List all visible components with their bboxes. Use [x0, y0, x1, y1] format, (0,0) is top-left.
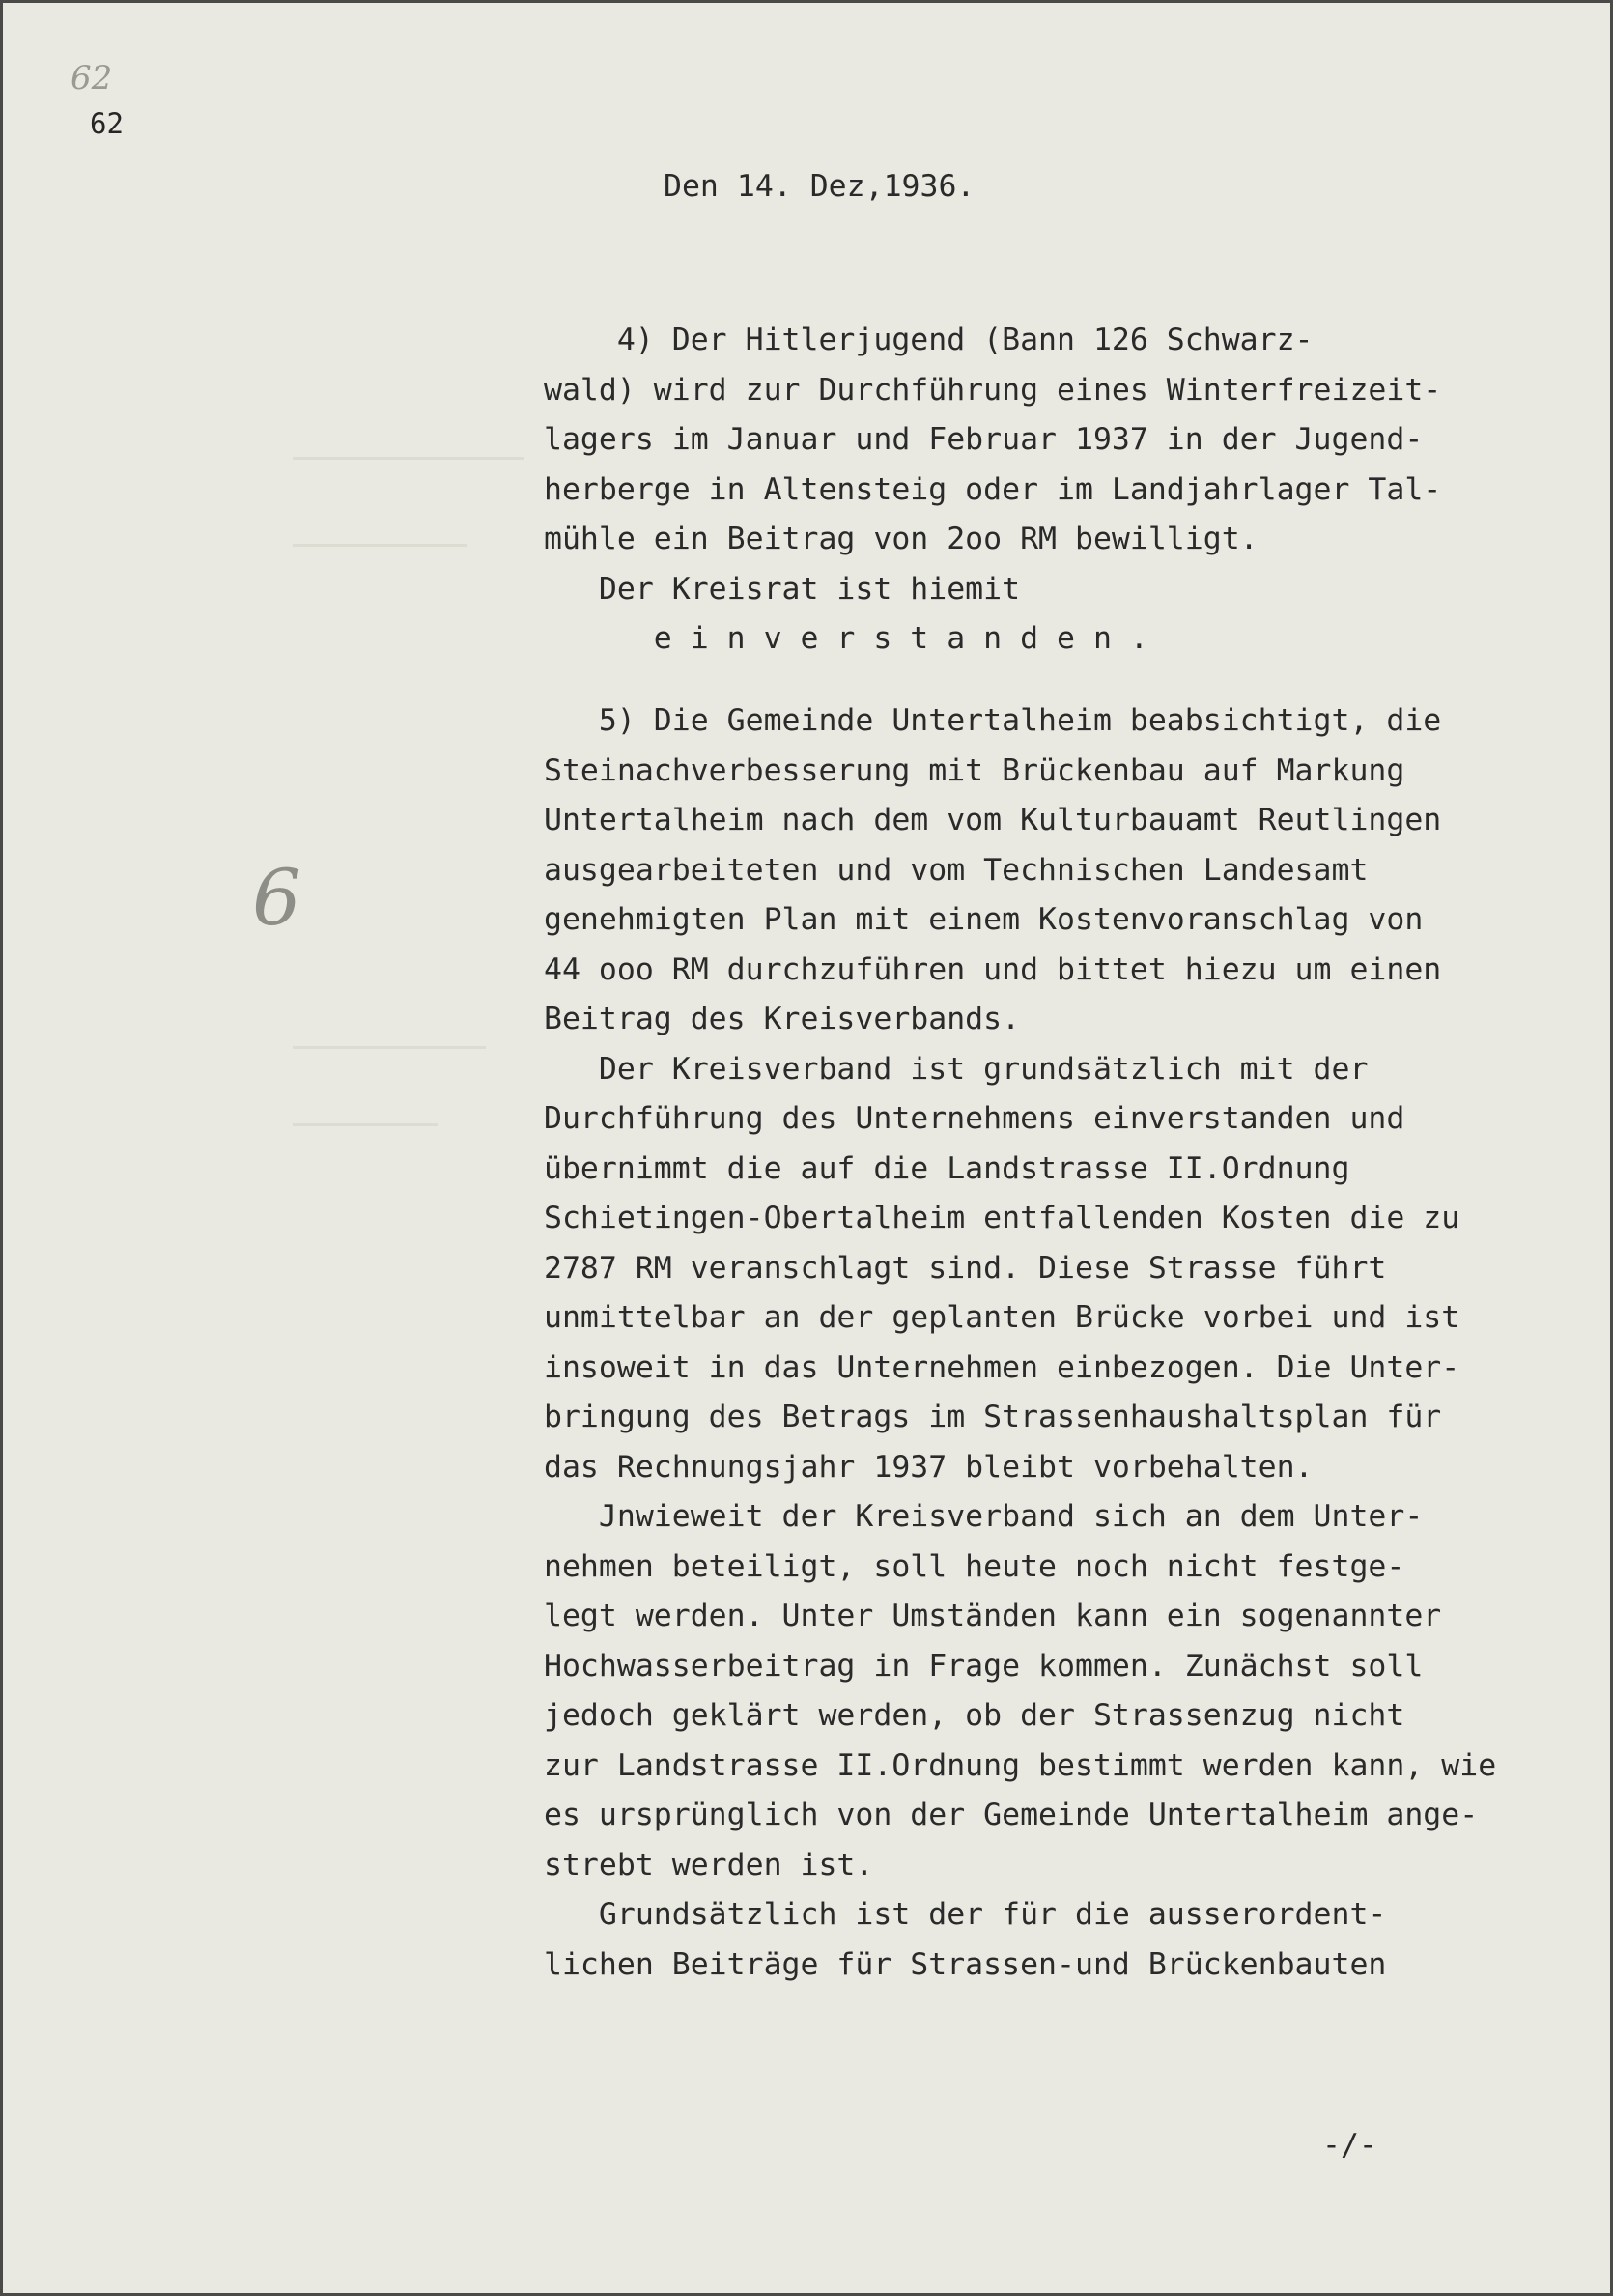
- page-number: 62: [90, 107, 124, 140]
- text-line: genehmigten Plan mit einem Kostenvoranschlag von: [544, 902, 1424, 937]
- text-line: 5) Die Gemeinde Untertalheim beabsichtigt, die: [544, 703, 1442, 738]
- section-5: [544, 696, 1568, 1990]
- text-line: Untertalheim nach dem vom Kulturbauamt Reutlingen: [544, 803, 1442, 837]
- margin-mark: 6: [252, 853, 301, 943]
- text-line: Durchführung des Unternehmens einverstanden und: [544, 1101, 1405, 1136]
- bleed-through: [293, 1123, 438, 1126]
- continuation-mark: -/-: [1322, 2128, 1377, 2163]
- text-line: strebt werden ist.: [544, 1847, 874, 1883]
- pencil-page-number: 62: [71, 59, 113, 98]
- text-line: Schietingen-Obertalheim entfallenden Kosten die zu: [544, 1201, 1460, 1235]
- text-line: Beitrag des Kreisverbands.: [544, 1002, 1021, 1036]
- text-line: mühle ein Beitrag von 2oo RM bewilligt.: [544, 522, 1259, 556]
- text-line: jedoch geklärt werden, ob der Strassenzug nicht: [544, 1698, 1405, 1733]
- text-line: Der Kreisverband ist grundsätzlich mit der: [544, 1051, 1369, 1087]
- text-line: übernimmt die auf die Landstrasse II.Ordnung: [544, 1150, 1350, 1186]
- text-line: legt werden. Unter Umständen kann ein sogenannter: [544, 1599, 1442, 1633]
- text-line: Hochwasserbeitrag in Frage kommen. Zunächst soll: [544, 1648, 1424, 1684]
- text-line: Der Kreisrat ist hiemit: [544, 571, 1021, 607]
- text-line: es ursprünglich von der Gemeinde Untertalheim ange-: [544, 1798, 1479, 1832]
- text-line: das Rechnungsjahr 1937 bleibt vorbehalten.: [544, 1449, 1314, 1485]
- text-line: bringung des Betrags im Strassenhaushaltsplan für: [544, 1400, 1442, 1434]
- text-line: wald) wird zur Durchführung eines Winterfreizeit-: [544, 372, 1442, 408]
- text-line: e i n v e r s t a n d e n .: [544, 621, 1148, 656]
- text-line: Steinachverbesserung mit Brückenbau auf Markung: [544, 752, 1405, 788]
- section-5-text: [544, 696, 1568, 1990]
- text-line: Grundsätzlich ist der für die ausserordent-: [544, 1897, 1387, 1932]
- text-line: insoweit in das Unternehmen einbezogen. Die Unter-: [544, 1349, 1460, 1385]
- text-line: lichen Beiträge für Strassen-und Brückenbauten: [544, 1946, 1387, 1982]
- text-line: 2787 RM veranschlagt sind. Diese Strasse führt: [544, 1250, 1387, 1286]
- date-line: Den 14. Dez,1936.: [664, 169, 976, 204]
- bleed-through: [293, 1046, 486, 1049]
- text-line: unmittelbar an der geplanten Brücke vorbei und ist: [544, 1300, 1460, 1335]
- section-4: [544, 316, 1568, 665]
- section-4-text: [544, 316, 1568, 665]
- text-line: herberge in Altensteig oder im Landjahrlager Tal-: [544, 471, 1442, 507]
- text-line: nehmen beteiligt, soll heute noch nicht festge-: [544, 1548, 1405, 1584]
- text-line: 44 ooo RM durchzuführen und bittet hiezu um einen: [544, 951, 1442, 987]
- text-line: zur Landstrasse II.Ordnung bestimmt werden kann, wie: [544, 1747, 1497, 1783]
- bleed-through: [293, 544, 467, 547]
- text-line: Jnwieweit der Kreisverband sich an dem Unter-: [544, 1499, 1424, 1534]
- document-page: [3, 3, 1610, 2293]
- text-line: lagers im Januar und Februar 1937 in der Jugend-: [544, 422, 1424, 457]
- text-line: 4) Der Hitlerjugend (Bann 126 Schwarz-: [544, 323, 1314, 357]
- bleed-through: [293, 457, 524, 460]
- text-line: ausgearbeiteten und vom Technischen Landesamt: [544, 852, 1369, 888]
